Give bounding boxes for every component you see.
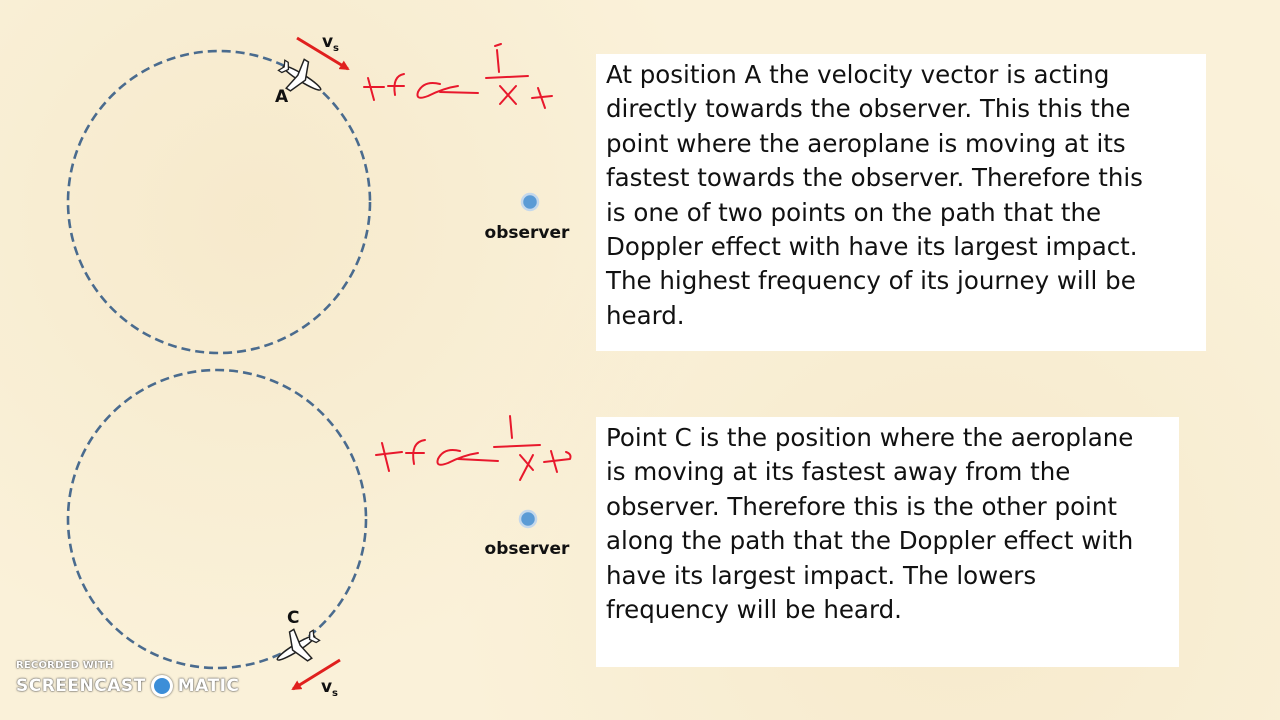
- brand-right-text: MATIC: [177, 676, 240, 696]
- position-c-label: C: [287, 608, 300, 628]
- velocity-label-bottom: [321, 677, 338, 699]
- svg-text:observer: observer: [484, 539, 570, 559]
- svg-text:v: v: [321, 677, 333, 697]
- text-line: is one of two points on the path that the: [606, 197, 1102, 227]
- flight-path-top: [68, 51, 370, 353]
- position-a-label: A: [275, 87, 289, 107]
- observer-bottom: [485, 511, 570, 559]
- aeroplane-icon: [268, 621, 325, 674]
- text-line: along the path that the Doppler effect with: [606, 526, 1134, 556]
- text-line: have its largest impact. The lowers: [606, 560, 1037, 590]
- text-line: frequency will be heard.: [606, 595, 902, 625]
- velocity-arrow-bottom: [293, 660, 340, 689]
- svg-text:observer: observer: [484, 223, 570, 243]
- explanation-position-c: [596, 417, 1179, 667]
- text-line: is moving at its fastest away from the: [606, 457, 1071, 487]
- flight-path-bottom: [68, 370, 366, 668]
- record-dot-icon: [151, 675, 173, 697]
- svg-text:s: s: [333, 43, 339, 54]
- svg-text:s: s: [332, 688, 338, 699]
- text-line: point where the aeroplane is moving at its: [606, 128, 1126, 158]
- svg-text:v: v: [322, 32, 334, 52]
- observer-top: [485, 194, 570, 243]
- text-line: heard.: [606, 300, 685, 330]
- handwritten-annotation-bottom: [376, 416, 571, 480]
- text-line: The highest frequency of its journey will be: [606, 266, 1136, 296]
- velocity-label-top: [322, 32, 339, 54]
- screencast-watermark: [16, 660, 239, 697]
- text-line: observer. Therefore this is the other point: [606, 491, 1117, 521]
- text-line: directly towards the observer. This this the: [606, 94, 1131, 124]
- brand-left-text: SCREENCAST: [16, 676, 146, 696]
- recorded-with-label: RECORDED WITH: [16, 660, 114, 671]
- text-line: fastest towards the observer. Therefore this: [606, 163, 1143, 193]
- explanation-position-a: [596, 54, 1206, 351]
- screencast-logo: [16, 675, 239, 697]
- text-line: Doppler effect with have its largest impact.: [606, 232, 1138, 262]
- handwritten-annotation-top: [364, 44, 552, 108]
- text-line: Point C is the position where the aeroplane: [606, 423, 1134, 452]
- text-line: At position A the velocity vector is acting: [606, 60, 1110, 89]
